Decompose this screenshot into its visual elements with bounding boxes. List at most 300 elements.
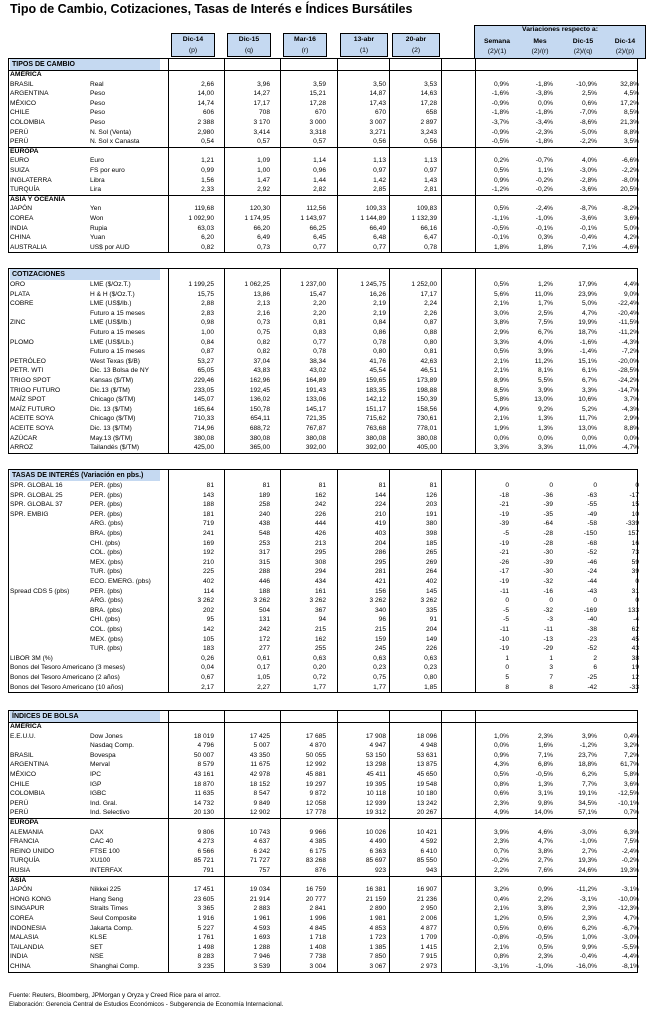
value-cell: 295: [314, 549, 326, 557]
table-row: [9, 654, 637, 664]
value-cell: 0,56: [424, 138, 437, 146]
table-row: [9, 808, 637, 818]
value-cell: 315: [258, 558, 270, 566]
variation-cell: 2,1%: [493, 300, 509, 308]
value-cell: 2,26: [424, 309, 437, 317]
value-cell: 17 425: [249, 732, 270, 740]
variation-cell: -24,2%: [618, 377, 639, 384]
row-name: ARROZ: [10, 444, 34, 452]
row-unit: Real: [90, 80, 104, 88]
value-cell: 20 130: [193, 809, 214, 817]
value-cell: 757: [258, 867, 270, 874]
value-cell: 2,19: [373, 300, 386, 308]
row-name: PETRÓLEO: [10, 357, 46, 365]
value-cell: 1 132,39: [411, 215, 437, 222]
value-cell: 6,47: [424, 234, 437, 242]
row-name: INDIA: [10, 953, 28, 961]
value-cell: 335: [425, 606, 437, 614]
value-cell: 12 902: [249, 809, 270, 817]
value-cell: 1,21: [201, 157, 214, 165]
region-label: AMÉRICA: [10, 71, 42, 78]
value-cell: 398: [425, 530, 437, 537]
value-cell: 791: [202, 867, 214, 874]
value-cell: 1 709: [420, 934, 437, 942]
variation-cell: 7,5%: [537, 319, 553, 327]
variation-cell: 2,9%: [623, 415, 639, 423]
value-cell: 159,65: [365, 377, 386, 384]
value-cell: 658: [425, 109, 437, 117]
variation-cell: 73: [631, 549, 639, 557]
table-row: [9, 962, 637, 972]
row-unit: West Texas ($/B): [90, 357, 140, 365]
variation-cell: 24,6%: [578, 867, 597, 874]
variation-cell: 9,0%: [623, 290, 639, 298]
value-cell: 5 227: [197, 924, 214, 932]
value-cell: 2 973: [420, 963, 437, 970]
value-cell: 213: [314, 539, 326, 547]
value-cell: 0,57: [257, 138, 270, 146]
variation-cell: -0,2%: [491, 857, 509, 865]
variation-cell: 7,6%: [537, 867, 553, 874]
variation-cell: -0,4%: [579, 953, 597, 961]
row-name: LIBOR 3M (%): [10, 654, 53, 662]
variation-cell: 0,4%: [493, 895, 509, 903]
variation-cell: 16: [631, 539, 639, 547]
value-cell: 0,84: [373, 319, 386, 327]
variation-cell: -17: [629, 491, 639, 499]
variation-cell: 34,5%: [578, 799, 597, 807]
variation-cell: 5,2%: [581, 405, 597, 413]
variation-cell: -2,8%: [579, 176, 597, 184]
variation-cell: 1,7%: [537, 300, 553, 308]
row-name: RUSIA: [10, 867, 31, 874]
table-row: [9, 510, 637, 520]
variation-cell: -6,7%: [621, 924, 639, 932]
value-cell: 0,99: [201, 167, 214, 174]
value-cell: 119,68: [194, 205, 214, 213]
variation-cell: 3,3%: [493, 338, 509, 346]
row-name: HONG KONG: [10, 895, 52, 903]
variation-cell: 6: [593, 664, 597, 672]
value-cell: 0,87: [201, 348, 214, 356]
value-cell: 185: [425, 539, 437, 547]
variation-cell: -28: [543, 539, 553, 547]
variation-cell: -28,5%: [618, 367, 639, 375]
value-cell: 1 144,89: [360, 215, 386, 222]
value-cell: 380,08: [416, 434, 437, 442]
variation-cell: -32: [543, 578, 553, 585]
variation-cell: 2,3%: [581, 915, 597, 922]
value-cell: 0,63: [313, 654, 326, 662]
row-unit: Peso: [90, 90, 106, 98]
value-cell: 425,00: [193, 444, 214, 452]
value-cell: 17,28: [420, 99, 437, 107]
value-cell: 1 415: [420, 943, 437, 951]
table-row: [9, 741, 637, 751]
table-row: [9, 204, 637, 214]
value-cell: 149: [425, 635, 437, 643]
value-cell: 0,73: [257, 319, 270, 327]
variation-cell: -4,4%: [621, 953, 639, 961]
value-cell: 240: [258, 510, 270, 518]
row-unit: ARG. (pbs): [90, 520, 123, 528]
value-cell: 2,24: [424, 300, 437, 308]
variation-cell: 2,3%: [537, 953, 553, 961]
value-cell: 13 875: [416, 761, 437, 769]
variation-cell: 39: [631, 568, 639, 576]
row-name: PERÚ: [10, 799, 29, 807]
variation-cell: 0,6%: [537, 924, 553, 932]
variation-cell: 4,0%: [537, 338, 553, 346]
variation-cell: 5,8%: [623, 771, 639, 778]
value-cell: 150,78: [249, 405, 270, 413]
variation-cell: -11,2%: [576, 886, 597, 894]
variation-cell: -32: [543, 606, 553, 614]
variation-cell: 19,9%: [578, 319, 597, 327]
variation-cell: 4,2%: [623, 234, 639, 242]
value-cell: 91: [429, 616, 437, 624]
table-row: [9, 214, 637, 224]
row-name: ARGENTINA: [10, 90, 49, 98]
value-cell: 43,83: [253, 367, 270, 375]
variation-cell: -35: [543, 510, 553, 518]
value-cell: 3 262: [369, 597, 386, 605]
row-name: AUSTRALIA: [10, 243, 47, 251]
variation-cell: 18,8%: [578, 761, 597, 769]
variation-cell: 5,5%: [537, 377, 553, 384]
row-name: REINO UNIDO: [10, 847, 54, 855]
value-cell: 0,26: [201, 654, 214, 662]
value-cell: 730,61: [416, 415, 437, 423]
value-cell: 708: [258, 109, 270, 117]
table-row: [9, 243, 637, 253]
value-cell: 17,17: [253, 99, 270, 107]
variation-cell: 15: [631, 501, 639, 509]
variation-cell: -30: [543, 568, 553, 576]
variation-cell: 0,9%: [537, 886, 553, 894]
variation-cell: -7,0%: [579, 109, 597, 117]
value-cell: 0,86: [373, 329, 386, 336]
value-cell: 943: [425, 867, 437, 874]
table-row: [9, 933, 637, 943]
variation-cell: 17,9%: [578, 281, 597, 288]
variation-cell: 2: [593, 654, 597, 662]
variation-cell: 0: [505, 482, 509, 489]
value-cell: 253: [258, 539, 270, 547]
value-cell: 142: [202, 626, 214, 633]
value-cell: 215: [374, 626, 386, 633]
variation-cell: 3,0%: [493, 309, 509, 317]
value-cell: 1 199,25: [188, 281, 214, 288]
variation-cell: -1,0%: [535, 215, 553, 222]
variation-cell: -1,6%: [579, 338, 597, 346]
variation-cell: 1,0%: [581, 934, 597, 942]
variation-cell: -0,7%: [535, 157, 553, 165]
value-cell: 45 650: [416, 771, 437, 778]
value-cell: 3 262: [309, 597, 326, 605]
value-cell: 17,28: [309, 99, 326, 107]
variation-cell: 2,7%: [537, 857, 553, 865]
value-cell: 3,243: [420, 128, 437, 136]
row-unit: IPC: [90, 771, 101, 778]
variation-cell: -6,6%: [621, 157, 639, 165]
value-cell: 204: [425, 626, 437, 633]
value-cell: 188: [202, 501, 214, 509]
value-cell: 2,33: [201, 186, 214, 194]
value-cell: 156: [374, 587, 386, 595]
value-cell: 14,87: [369, 90, 386, 98]
value-cell: 3,59: [313, 80, 326, 88]
value-cell: 19 548: [416, 780, 437, 788]
value-cell: 131: [258, 616, 270, 624]
variation-cell: 3,8%: [537, 847, 553, 855]
table-row: [9, 99, 637, 109]
variation-cell: 0,5%: [493, 348, 509, 356]
value-cell: 778,01: [416, 425, 437, 432]
variation-cell: 0,5%: [493, 771, 509, 778]
variation-cell: 7,5%: [623, 838, 639, 846]
row-unit: Euro: [90, 157, 104, 165]
row-unit: Futuro a 15 meses: [90, 329, 145, 336]
row-name: SINGAPUR: [10, 905, 45, 913]
row-unit: COL. (pbs): [90, 626, 123, 633]
row-name: E.E.U.U.: [10, 732, 36, 740]
variation-cell: 5,0%: [623, 224, 639, 232]
row-name: PERÚ: [10, 138, 29, 146]
variation-cell: 7,2%: [623, 751, 639, 759]
value-cell: 7 738: [309, 953, 326, 961]
value-cell: 264: [425, 568, 437, 576]
value-cell: 1 718: [309, 934, 326, 942]
variation-cell: 61,7%: [620, 761, 639, 769]
value-cell: 16 381: [365, 886, 386, 894]
value-cell: 2,16: [257, 309, 270, 317]
value-cell: 3 262: [420, 597, 437, 605]
value-cell: 81: [318, 482, 326, 489]
variation-cell: -3,1%: [579, 895, 597, 903]
variation-cell: 1,9%: [493, 425, 509, 432]
value-cell: 3 004: [309, 963, 326, 970]
value-cell: 1,14: [313, 157, 326, 165]
variation-cell: 3,2%: [623, 742, 639, 750]
variation-cell: 3,3%: [493, 444, 509, 452]
region-subheading: [9, 722, 637, 732]
row-unit: Merval: [90, 761, 110, 769]
value-cell: 367: [314, 606, 326, 614]
variation-cell: 45: [631, 635, 639, 643]
value-cell: 0,20: [313, 664, 326, 672]
row-name: MÉXICO: [10, 99, 37, 107]
value-cell: 0,80: [424, 338, 437, 346]
row-unit: H & H ($/Oz.T.): [90, 290, 135, 298]
value-cell: 245: [374, 645, 386, 653]
value-cell: 3 067: [369, 963, 386, 970]
variation-cell: 2,2%: [493, 867, 509, 874]
value-cell: 1,47: [257, 176, 270, 184]
row-unit: Nasdaq Comp.: [90, 742, 134, 750]
value-cell: 41,76: [369, 357, 386, 365]
value-cell: 0,97: [373, 167, 386, 174]
table-row: [9, 895, 637, 905]
value-cell: 0,77: [313, 338, 326, 346]
variation-cell: 4,4%: [623, 281, 639, 288]
row-name: SUIZA: [10, 167, 30, 174]
variation-cell: -0,5%: [535, 771, 553, 778]
variation-cell: 5,8%: [493, 396, 509, 404]
value-cell: 1 237,00: [300, 281, 326, 288]
row-name: ACEITE SOYA: [10, 425, 54, 432]
value-cell: 164,89: [305, 377, 326, 384]
value-cell: 2 841: [309, 905, 326, 913]
row-name: Spread CDS 5 (pbs): [10, 587, 70, 595]
value-cell: 1,56: [201, 176, 214, 184]
row-name: COREA: [10, 915, 34, 922]
value-cell: 3 000: [309, 119, 326, 126]
variation-cell: 13,0%: [578, 425, 597, 432]
row-unit: Peso: [90, 109, 106, 117]
value-cell: 4 853: [369, 924, 386, 932]
variation-cell: 0,5%: [493, 924, 509, 932]
value-cell: 66,49: [369, 224, 386, 232]
variation-cell: 9,9%: [581, 943, 597, 951]
variation-cell: 0,8%: [493, 953, 509, 961]
value-cell: 3 007: [369, 119, 386, 126]
value-cell: 1 408: [309, 943, 326, 951]
variation-cell: 1: [549, 654, 553, 662]
variation-cell: 8: [549, 683, 553, 691]
value-cell: 136,02: [249, 396, 270, 404]
value-cell: 3,53: [424, 80, 437, 88]
variation-cell: 6,2%: [581, 771, 597, 778]
variation-cell: -24: [587, 568, 597, 576]
region-label: ASIA Y OCEANÍA: [10, 195, 66, 203]
value-cell: 114: [203, 587, 214, 595]
value-cell: 242: [258, 626, 270, 633]
variation-cell: 8,8%: [623, 425, 639, 432]
value-cell: 9 849: [253, 799, 270, 807]
variation-cell: -25: [587, 674, 597, 681]
variation-cell: -14,7%: [618, 386, 639, 394]
value-cell: 12 939: [365, 799, 386, 807]
variation-cell: 0,5%: [493, 167, 509, 174]
variation-cell: -21: [499, 501, 509, 509]
value-cell: 1,05: [257, 674, 270, 681]
value-cell: 3,271: [369, 128, 386, 136]
variation-cell: 0,9%: [493, 80, 509, 88]
value-cell: 2,92: [257, 186, 270, 194]
value-cell: 1 143,97: [300, 215, 326, 222]
table-row: [9, 952, 637, 962]
value-cell: 18 019: [193, 732, 214, 740]
variation-cell: -11: [543, 626, 553, 633]
variation-cell: -8,6%: [579, 119, 597, 126]
value-cell: 183: [202, 645, 214, 653]
variation-cell: 1,6%: [537, 742, 553, 750]
row-name: PLOMO: [10, 338, 34, 346]
value-cell: 0,67: [201, 674, 214, 681]
value-cell: 162: [314, 635, 326, 643]
value-cell: 1,42: [373, 176, 386, 184]
variation-cell: 9,8%: [537, 799, 553, 807]
value-cell: 2 890: [369, 905, 386, 913]
row-name: SPR. GLOBAL 25: [10, 491, 63, 499]
row-unit: Jakarta Comp.: [90, 924, 133, 932]
variation-cell: -8,0%: [621, 176, 639, 184]
table-row: [9, 176, 637, 186]
variation-cell: 1,2%: [493, 915, 509, 922]
variation-cell: 3,9%: [581, 732, 597, 740]
variation-cell: 0,0%: [537, 434, 553, 442]
row-unit: SET: [90, 943, 103, 951]
value-cell: 191: [425, 510, 437, 518]
value-cell: 295: [374, 558, 386, 566]
row-unit: Seul Composite: [90, 915, 137, 922]
value-cell: 8 547: [253, 790, 270, 798]
variation-cell: 2,1%: [493, 415, 509, 423]
variation-cell: 4,9%: [493, 405, 509, 413]
variation-cell: 31: [631, 587, 639, 595]
row-unit: Ind. Gral.: [90, 799, 118, 807]
value-cell: 0,97: [424, 167, 437, 174]
variation-cell: -58: [587, 520, 597, 528]
variation-cell: -0,1%: [491, 234, 509, 242]
variation-cell: -5: [503, 530, 509, 537]
row-name: BRASIL: [10, 751, 34, 759]
variation-cell: 3,2%: [493, 886, 509, 894]
value-cell: 0,98: [201, 319, 214, 327]
variation-cell: -30: [543, 549, 553, 557]
variation-cell: 20,5%: [620, 186, 639, 194]
variation-cell: -2,2%: [579, 138, 597, 146]
row-unit: INTERFAX: [90, 867, 123, 874]
variation-cell: -4,3%: [621, 405, 639, 413]
value-cell: 203: [425, 501, 437, 509]
variation-cell: 7,1%: [581, 243, 597, 251]
value-cell: 3 539: [253, 963, 270, 970]
value-cell: 3,414: [253, 128, 270, 136]
variation-cell: -1,4%: [579, 348, 597, 356]
row-name: ZINC: [10, 319, 26, 327]
row-unit: ECO. EMERG. (pbs): [90, 578, 151, 585]
row-name: TRIGO SPOT: [10, 377, 51, 384]
value-cell: 16 759: [305, 886, 326, 894]
row-unit: Hang Seng: [90, 895, 123, 903]
row-unit: PER. (pbs): [90, 482, 123, 489]
variation-cell: 0,4%: [623, 732, 639, 740]
value-cell: 1,13: [373, 157, 386, 165]
variation-cell: -2,2%: [621, 167, 639, 174]
table-header: [8, 25, 638, 59]
value-cell: 710,33: [193, 415, 214, 423]
value-cell: 419: [374, 520, 386, 528]
row-unit: PER. (pbs): [90, 501, 123, 509]
row-unit: IGBC: [90, 790, 107, 798]
table-row: [9, 118, 637, 128]
table-row: [9, 280, 637, 290]
value-cell: 0,63: [424, 654, 437, 662]
table-row: [9, 673, 637, 683]
value-cell: 0,78: [424, 243, 437, 251]
value-cell: 1 498: [197, 943, 214, 951]
variation-cell: 6,7%: [537, 329, 553, 336]
variation-cell: 0: [549, 482, 553, 489]
variation-cell: 3,9%: [537, 348, 553, 356]
variation-cell: -4,3%: [621, 338, 639, 346]
variation-cell: 0: [593, 482, 597, 489]
value-cell: 1 252,00: [411, 281, 437, 288]
value-cell: 14,74: [197, 99, 214, 107]
row-unit: DAX: [90, 828, 104, 836]
